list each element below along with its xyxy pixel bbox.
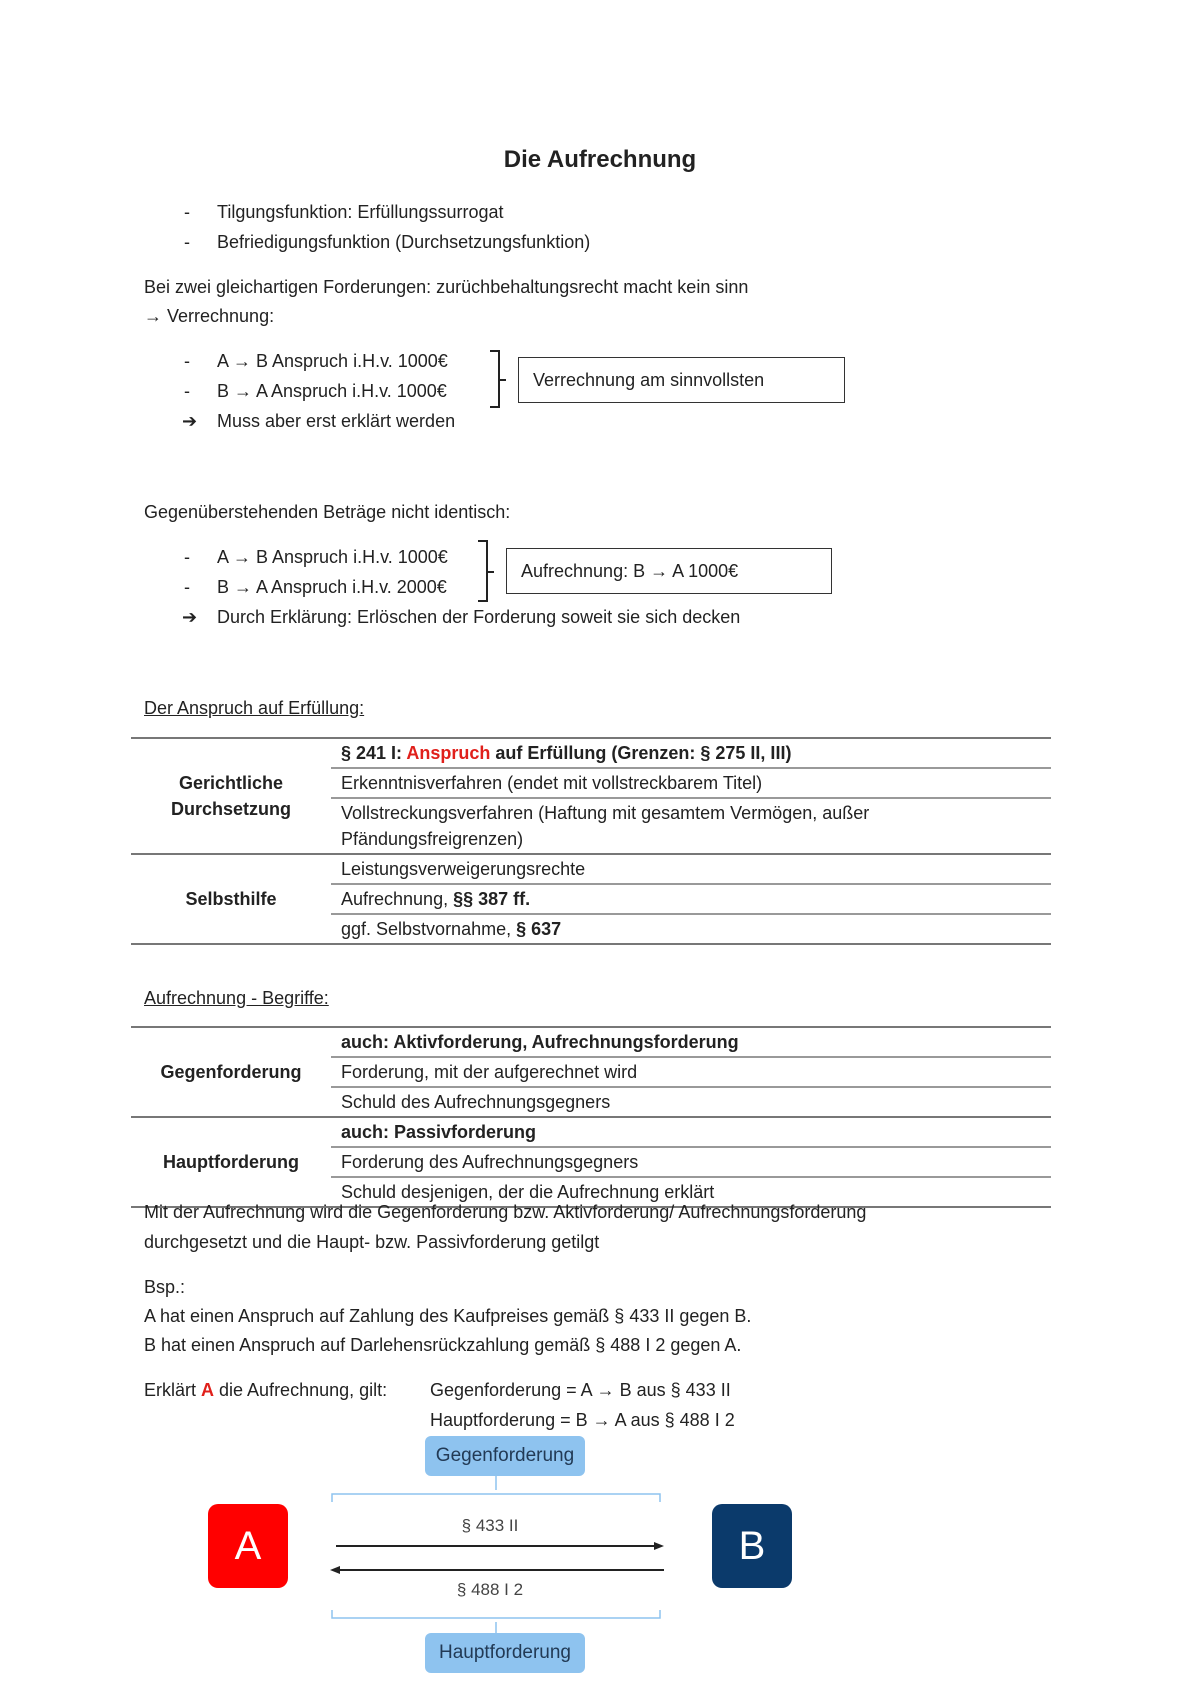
paragraph: Erklärt A die Aufrechnung, gilt: [144, 1380, 388, 1400]
lower-arrowhead [330, 1566, 340, 1574]
paragraph: B hat einen Anspruch auf Darlehensrückzahlung gemäß § 488 I 2 gegen A. [144, 1335, 742, 1355]
list-dash: - [184, 381, 190, 401]
table-cell: Schuld desjenigen, der die Aufrechnung erklärt [331, 1177, 1051, 1207]
page-title: Die Aufrechnung [503, 146, 697, 173]
claim-item: A → B Anspruch i.H.v. 1000€ [217, 547, 448, 567]
claim-item: B → A Anspruch i.H.v. 2000€ [217, 577, 447, 597]
note: Muss aber erst erklärt werden [217, 411, 456, 431]
claim-table [131, 737, 1051, 945]
list-dash: - [184, 577, 190, 597]
table-cell: Vollstreckungsverfahren (Haftung mit gesamtem Vermögen, außer Pfändungsfreigrenzen) [331, 798, 1051, 854]
result-line: Hauptforderung = B → A aus § 488 I 2 [430, 1410, 735, 1430]
upper-arrow-label: § 433 II [461, 1516, 519, 1535]
note: Durch Erklärung: Erlöschen der Forderung soweit sie sich decken [217, 607, 741, 627]
terms-table [131, 1026, 1051, 1208]
table-cell: Erkenntnisverfahren (endet mit vollstreckbarem Titel) [331, 768, 1051, 798]
paragraph: Gegenüberstehenden Beträge nicht identisch: [144, 502, 511, 522]
table-cell: Leistungsverweigerungsrechte [331, 854, 1051, 884]
list-item: Tilgungsfunktion: Erfüllungssurrogat [217, 202, 504, 222]
table-cell: § 241 I: Anspruch auf Erfüllung (Grenzen: § 275 II, III) [331, 738, 1051, 768]
upper-arrowhead [654, 1542, 664, 1550]
hauptforderung-label: Hauptforderung [425, 1633, 585, 1673]
party-b: B [712, 1504, 792, 1588]
bottom-brace [332, 1610, 660, 1618]
claim-item: B → A Anspruch i.H.v. 1000€ [217, 381, 447, 401]
example-label: Bsp.: [144, 1277, 186, 1297]
group-label: Selbsthilfe [131, 854, 331, 944]
list-dash: - [184, 232, 190, 252]
paragraph: durchgesetzt und die Haupt- bzw. Passivforderung getilgt [144, 1232, 600, 1252]
list-dash: - [184, 351, 190, 371]
result-box [518, 357, 845, 403]
paragraph: A hat einen Anspruch auf Zahlung des Kaufpreises gemäß § 433 II gegen B. [144, 1306, 752, 1326]
table-cell: auch: Aktivforderung, Aufrechnungsforderung [331, 1027, 1051, 1057]
list-dash: - [184, 547, 190, 567]
group-label: Gegenforderung [131, 1027, 331, 1117]
claim-item: A → B Anspruch i.H.v. 1000€ [217, 351, 448, 371]
top-brace [332, 1494, 660, 1502]
paragraph: → Verrechnung: [144, 306, 275, 326]
result-box [506, 548, 832, 594]
table-cell: Forderung, mit der aufgerechnet wird [331, 1057, 1051, 1087]
section-heading: Aufrechnung - Begriffe: [144, 988, 329, 1008]
paragraph: Bei zwei gleichartigen Forderungen: zurüchbehaltungsrecht macht kein sinn [144, 277, 749, 297]
table-cell: Aufrechnung, §§ 387 ff. [331, 884, 1051, 914]
list-item: Befriedigungsfunktion (Durchsetzungsfunktion) [217, 232, 591, 252]
arrow-diagram [320, 1476, 680, 1636]
arrow-icon: ➔ [182, 607, 198, 627]
result-line: Gegenforderung = A → B aus § 433 II [430, 1380, 731, 1400]
group-label: Hauptforderung [131, 1117, 331, 1207]
table-cell: Schuld des Aufrechnungsgegners [331, 1087, 1051, 1117]
lower-arrow-label: § 488 I 2 [456, 1580, 524, 1599]
table-cell: ggf. Selbstvornahme, § 637 [331, 914, 1051, 944]
group-label: Gerichtliche Durchsetzung [131, 738, 331, 854]
list-dash: - [184, 202, 190, 222]
paragraph: Mit der Aufrechnung wird die Gegenforderung bzw. Aktivforderung/ Aufrechnungsforderung [144, 1202, 867, 1222]
section-heading: Der Anspruch auf Erfüllung: [144, 698, 365, 718]
arrow-icon: ➔ [182, 411, 198, 431]
gegenforderung-label: Gegenforderung [425, 1436, 585, 1476]
bracket [490, 350, 500, 408]
table-cell: Forderung des Aufrechnungsgegners [331, 1147, 1051, 1177]
bracket [478, 540, 488, 602]
party-a: A [208, 1504, 288, 1588]
result-box-text: Aufrechnung: B → A 1000€ [521, 560, 739, 581]
result-box-text: Verrechnung am sinnvollsten [533, 369, 765, 390]
table-cell: auch: Passivforderung [331, 1117, 1051, 1147]
